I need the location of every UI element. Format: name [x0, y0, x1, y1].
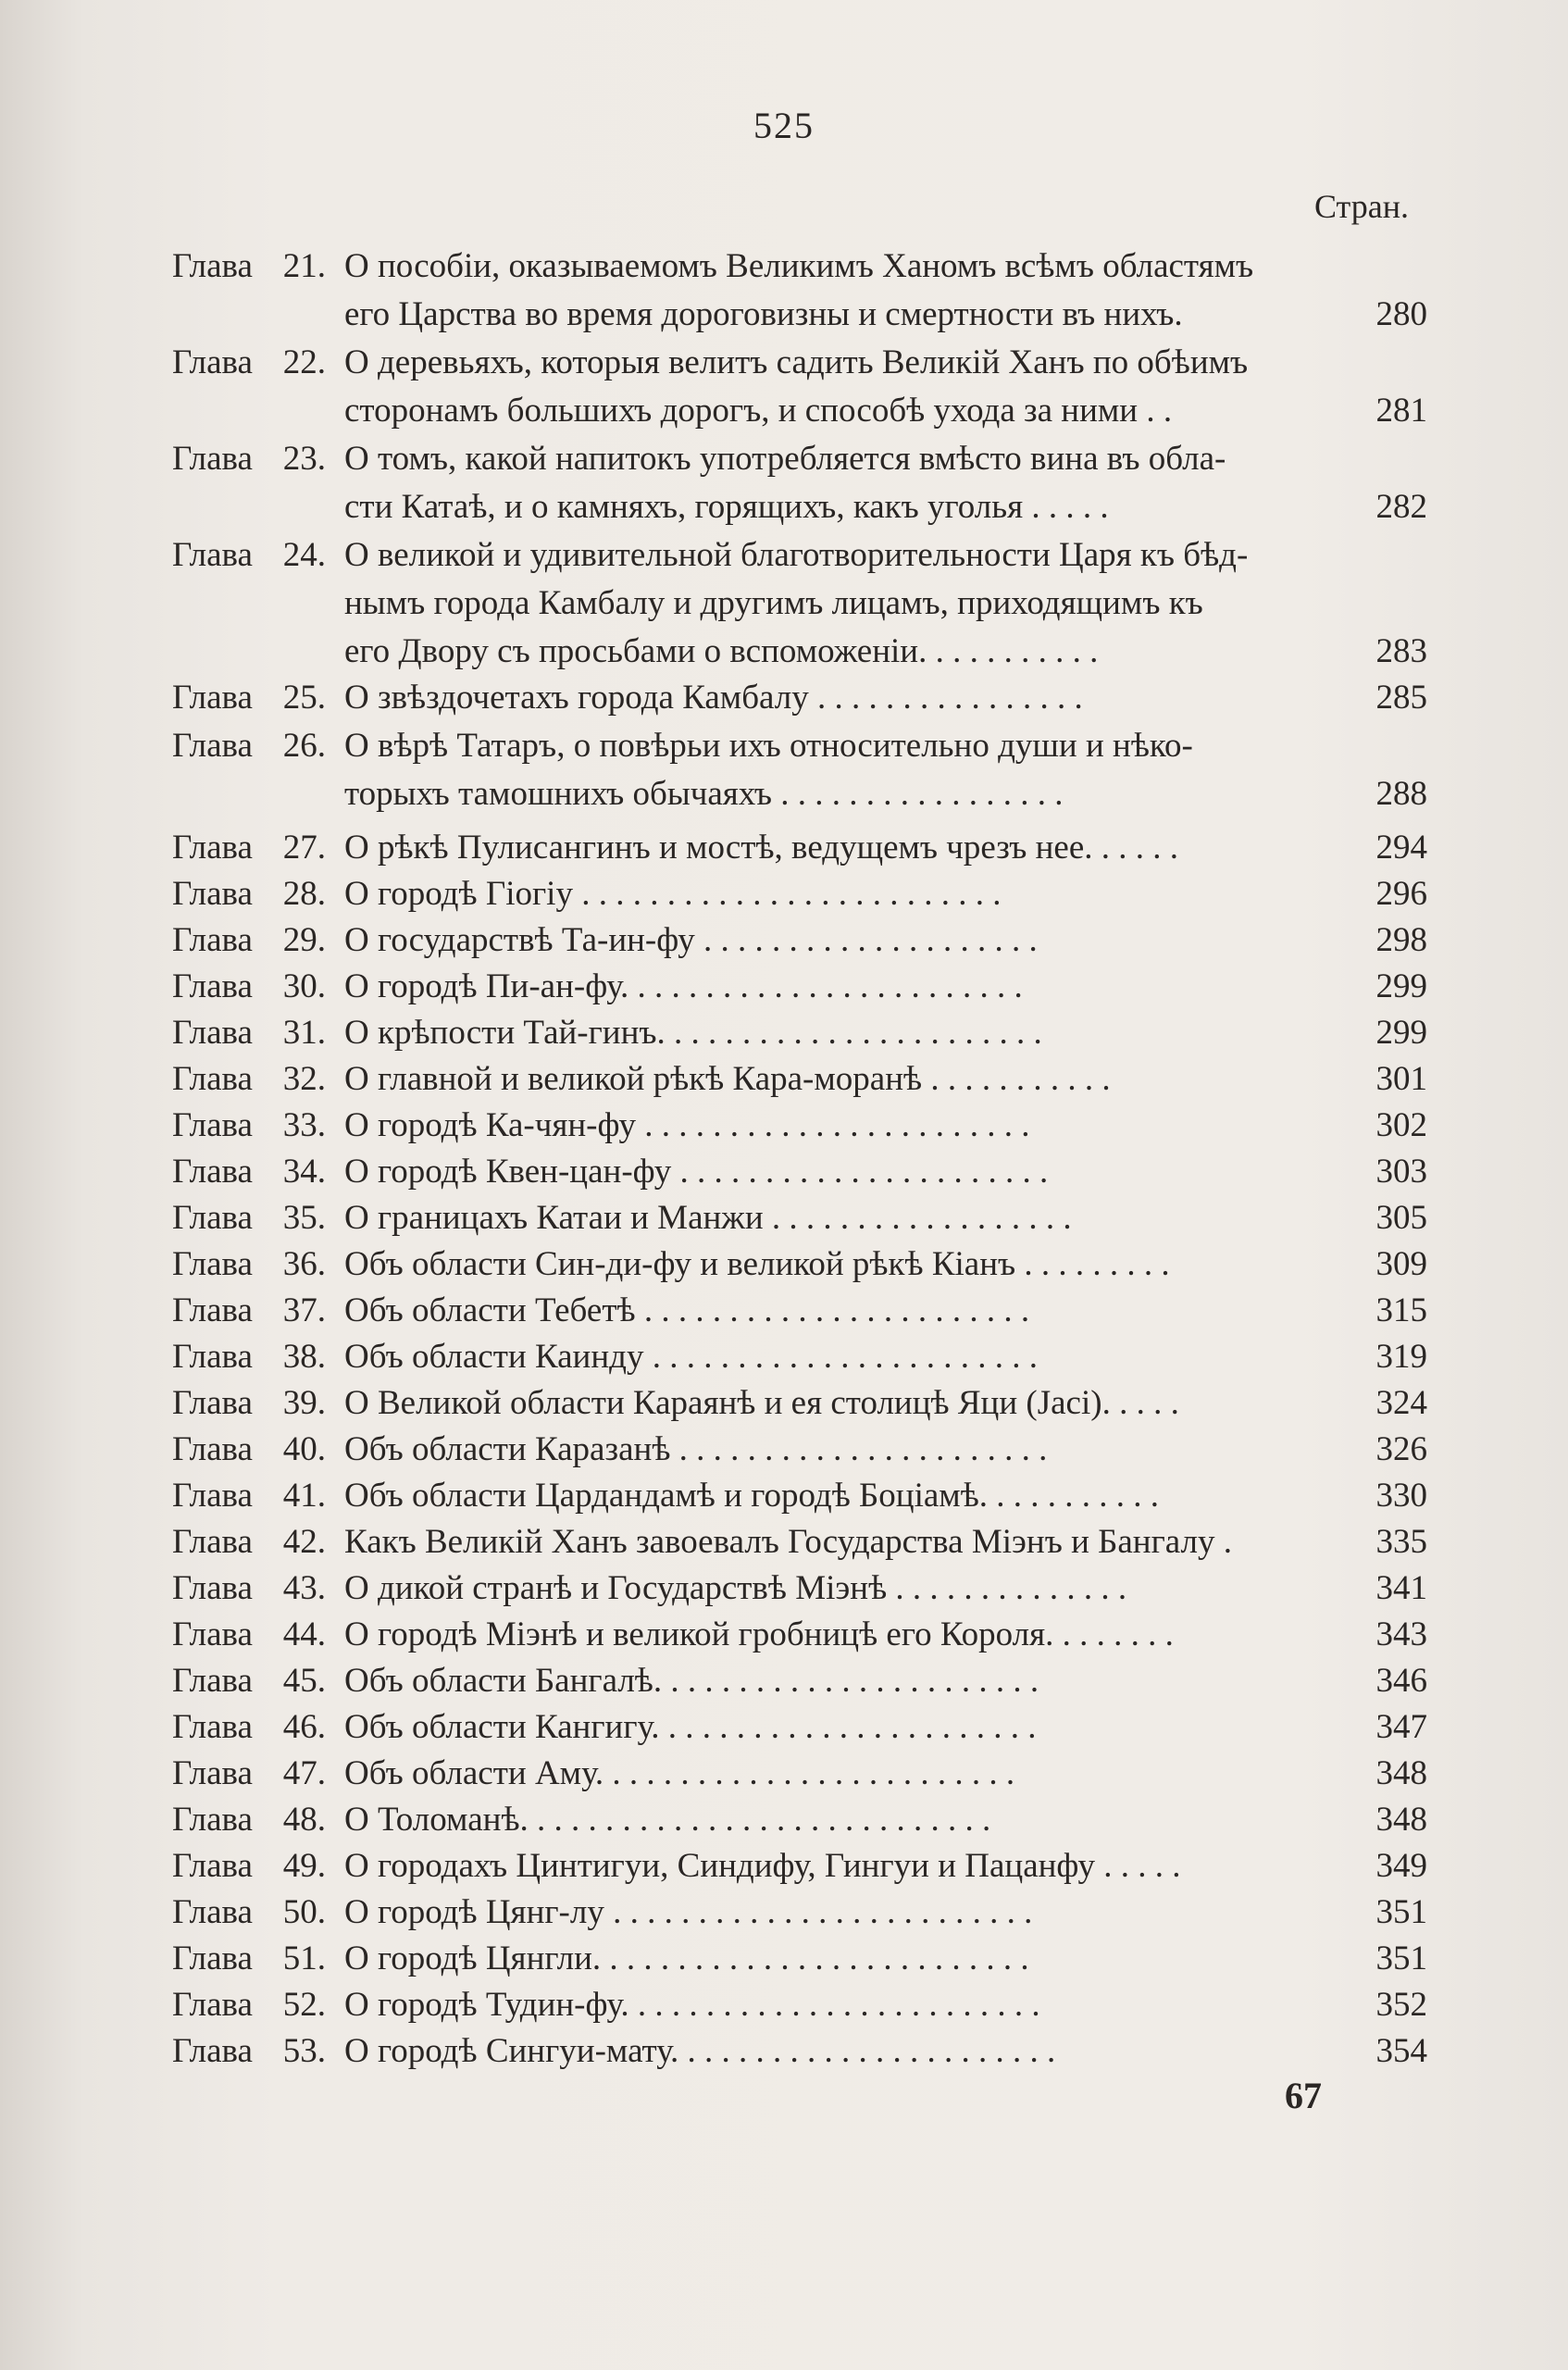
- chapter-title-line: О томъ, какой напитокъ употребляется вмѣсто вина въ обла-: [344, 440, 1226, 478]
- chapter-title-line: О великой и удивительной благотворительности Царя къ бѣд-: [344, 536, 1249, 574]
- chapter-label: Глава: [172, 1338, 253, 1376]
- chapter-number: 44.: [282, 1615, 326, 1653]
- chapter-title: [344, 1611, 1353, 1659]
- chapter-title-line: Объ области Бангалѣ. . . . . . . . . . . . . . . . . . . . . . .: [344, 1662, 1039, 1700]
- chapter-title-line: О городѣ Квен-цан-фу . . . . . . . . . . . . . . . . . . . . . .: [344, 1153, 1049, 1191]
- chapter-title: [344, 1055, 1353, 1104]
- chapter-title: [344, 1842, 1353, 1890]
- chapter-title-line: О вѣрѣ Татаръ, о повѣрьи ихъ относительно души и нѣко-: [344, 727, 1193, 765]
- chapter-number: 37.: [282, 1291, 326, 1329]
- chapter-title: [344, 1148, 1353, 1196]
- chapter-title: [344, 1518, 1353, 1566]
- chapter-label: Глава: [172, 1245, 253, 1283]
- chapter-title-line: О городѣ Гіогіу . . . . . . . . . . . . . . . . . . . . . . . . .: [344, 875, 1002, 913]
- chapter-number: 42.: [282, 1523, 326, 1561]
- page-number: 525: [753, 105, 815, 146]
- chapter-number: 32.: [282, 1060, 326, 1098]
- chapter-label: Глава: [172, 536, 253, 574]
- chapter-label: Глава: [172, 1199, 253, 1237]
- printer-signature-mark: 67: [1285, 2075, 1322, 2116]
- chapter-title-line: Объ области Кангигу. . . . . . . . . . . . . . . . . . . . . . .: [344, 1708, 1037, 1746]
- page-reference: 285: [1375, 679, 1427, 717]
- chapter-title-line: Объ области Цардандамѣ и городѣ Боціамѣ. . . . . . . . . . .: [344, 1477, 1160, 1515]
- chapter-number: 23.: [282, 440, 326, 478]
- chapter-label: Глава: [172, 247, 253, 285]
- page-reference: 330: [1375, 1477, 1427, 1515]
- page-reference: 343: [1375, 1615, 1427, 1653]
- chapter-title: [344, 870, 1353, 918]
- chapter-number: 27.: [282, 829, 326, 867]
- chapter-number: 28.: [282, 875, 326, 913]
- chapter-number: 52.: [282, 1986, 326, 2024]
- chapter-title: [344, 1287, 1353, 1335]
- chapter-title-line: О городѣ Тудин-фу. . . . . . . . . . . . . . . . . . . . . . . . .: [344, 1986, 1040, 2024]
- chapter-label: Глава: [172, 1847, 253, 1885]
- chapter-title-line: О Великой области Караянѣ и ея столицѣ Яци (Jaci). . . . .: [344, 1384, 1179, 1422]
- chapter-title: [344, 1750, 1353, 1798]
- chapter-title-line: О деревьяхъ, которыя велитъ садить Великій Ханъ по обѣимъ: [344, 343, 1249, 381]
- chapter-number: 50.: [282, 1893, 326, 1931]
- chapter-title-line: О рѣкѣ Пулисангинъ и мостѣ, ведущемъ чрезъ нее. . . . . .: [344, 829, 1179, 867]
- chapter-label: Глава: [172, 343, 253, 381]
- chapter-label: Глава: [172, 1384, 253, 1422]
- page-reference: 315: [1375, 1291, 1427, 1329]
- chapter-label: Глава: [172, 1662, 253, 1700]
- chapter-label: Глава: [172, 1615, 253, 1653]
- page-reference: 347: [1375, 1708, 1427, 1746]
- chapter-number: 49.: [282, 1847, 326, 1885]
- chapter-title-line: О Толоманѣ. . . . . . . . . . . . . . . . . . . . . . . . . . . .: [344, 1801, 991, 1839]
- chapter-title-line: сти Катаѣ, и о камняхъ, горящихъ, какъ уголья . . . . .: [344, 488, 1109, 526]
- chapter-title-line: Объ области Аму. . . . . . . . . . . . . . . . . . . . . . . . .: [344, 1754, 1015, 1792]
- chapter-title-line: торыхъ тамошнихъ обычаяхъ . . . . . . . . . . . . . . . . .: [344, 775, 1064, 813]
- chapter-title-line: его Двору съ просьбами о вспоможеніи. . . . . . . . . . .: [344, 632, 1099, 670]
- page-reference: 349: [1375, 1847, 1427, 1885]
- page-reference: 354: [1375, 2032, 1427, 2070]
- chapter-title-line: его Царства во время дороговизны и смертности въ нихъ.: [344, 295, 1183, 333]
- chapter-number: 45.: [282, 1662, 326, 1700]
- chapter-title: [344, 963, 1353, 1011]
- chapter-label: Глава: [172, 829, 253, 867]
- chapter-title-line: О пособіи, оказываемомъ Великимъ Ханомъ всѣмъ областямъ: [344, 247, 1254, 285]
- chapter-label: Глава: [172, 1106, 253, 1144]
- page-reference: 280: [1375, 295, 1427, 333]
- page-reference: 351: [1375, 1893, 1427, 1931]
- page-reference: 341: [1375, 1569, 1427, 1607]
- chapter-label: Глава: [172, 440, 253, 478]
- chapter-number: 40.: [282, 1430, 326, 1468]
- chapter-number: 30.: [282, 967, 326, 1005]
- chapter-title: [344, 1194, 1353, 1242]
- chapter-number: 51.: [282, 1940, 326, 1977]
- page-reference: 282: [1375, 488, 1427, 526]
- page-reference: 319: [1375, 1338, 1427, 1376]
- chapter-title-line: О городѣ Ка-чян-фу . . . . . . . . . . . . . . . . . . . . . . .: [344, 1106, 1030, 1144]
- chapter-label: Глава: [172, 1060, 253, 1098]
- chapter-title-line: О городѣ Пи-ан-фу. . . . . . . . . . . . . . . . . . . . . . . .: [344, 967, 1023, 1005]
- chapter-title-line: О городѣ Цянгли. . . . . . . . . . . . . . . . . . . . . . . . . .: [344, 1940, 1029, 1977]
- chapter-number: 39.: [282, 1384, 326, 1422]
- chapter-label: Глава: [172, 1153, 253, 1191]
- chapter-number: 36.: [282, 1245, 326, 1283]
- chapter-title: [344, 531, 1353, 676]
- chapter-number: 26.: [282, 727, 326, 765]
- page-reference: 301: [1375, 1060, 1427, 1098]
- chapter-title-line: нымъ города Камбалу и другимъ лицамъ, приходящимъ къ: [344, 584, 1203, 622]
- page-reference: 283: [1375, 632, 1427, 670]
- chapter-label: Глава: [172, 921, 253, 959]
- chapter-title-line: сторонамъ большихъ дорогъ, и способѣ ухода за ними . .: [344, 392, 1173, 430]
- chapter-label: Глава: [172, 727, 253, 765]
- chapter-title-line: Объ области Тебетѣ . . . . . . . . . . . . . . . . . . . . . . .: [344, 1291, 1030, 1329]
- chapter-title: [344, 1565, 1353, 1613]
- chapter-label: Глава: [172, 1801, 253, 1839]
- page-reference: 288: [1375, 775, 1427, 813]
- chapter-title: [344, 243, 1353, 339]
- chapter-label: Глава: [172, 967, 253, 1005]
- chapter-label: Глава: [172, 875, 253, 913]
- chapter-number: 47.: [282, 1754, 326, 1792]
- chapter-number: 29.: [282, 921, 326, 959]
- chapter-title-line: О дикой странѣ и Государствѣ Міэнѣ . . . . . . . . . . . . . .: [344, 1569, 1127, 1607]
- chapter-label: Глава: [172, 1893, 253, 1931]
- chapter-number: 34.: [282, 1153, 326, 1191]
- page-reference: 296: [1375, 875, 1427, 913]
- page-reference: 324: [1375, 1384, 1427, 1422]
- chapter-label: Глава: [172, 1754, 253, 1792]
- chapter-label: Глава: [172, 2032, 253, 2070]
- chapter-title: [344, 1981, 1353, 2029]
- chapter-title-line: О главной и великой рѣкѣ Кара-моранѣ . . . . . . . . . . .: [344, 1060, 1111, 1098]
- chapter-title: [344, 824, 1353, 872]
- chapter-title-line: О границахъ Катаи и Манжи . . . . . . . . . . . . . . . . . .: [344, 1199, 1072, 1237]
- chapter-title-line: Объ области Каразанѣ . . . . . . . . . . . . . . . . . . . . . .: [344, 1430, 1048, 1468]
- chapter-number: 46.: [282, 1708, 326, 1746]
- chapter-number: 24.: [282, 536, 326, 574]
- chapter-title: [344, 1472, 1353, 1520]
- chapter-label: Глава: [172, 1291, 253, 1329]
- page-reference: 346: [1375, 1662, 1427, 1700]
- chapter-title-line: О городѣ Міэнѣ и великой гробницѣ его Короля. . . . . . . .: [344, 1615, 1174, 1653]
- page-reference: 298: [1375, 921, 1427, 959]
- page-reference: 348: [1375, 1754, 1427, 1792]
- page-reference: 281: [1375, 392, 1427, 430]
- chapter-number: 33.: [282, 1106, 326, 1144]
- chapter-number: 43.: [282, 1569, 326, 1607]
- chapter-number: 53.: [282, 2032, 326, 2070]
- chapter-title: [344, 1889, 1353, 1937]
- chapter-title: [344, 722, 1353, 818]
- chapter-title: [344, 1657, 1353, 1705]
- chapter-title: [344, 1241, 1353, 1289]
- chapter-title-line: Объ области Син-ди-фу и великой рѣкѣ Кіанъ . . . . . . . . .: [344, 1245, 1170, 1283]
- chapter-title-line: О городахъ Цинтигуи, Синдифу, Гингуи и Пацанфу . . . . .: [344, 1847, 1181, 1885]
- page-reference: 351: [1375, 1940, 1427, 1977]
- chapter-title: [344, 435, 1353, 531]
- chapter-title: [344, 1426, 1353, 1474]
- chapter-title: [344, 1009, 1353, 1057]
- chapter-title: [344, 1796, 1353, 1844]
- chapter-label: Глава: [172, 1477, 253, 1515]
- page-reference: 309: [1375, 1245, 1427, 1283]
- chapter-title: [344, 917, 1353, 965]
- chapter-title-line: О звѣздочетахъ города Камбалу . . . . . . . . . . . . . . . .: [344, 679, 1083, 717]
- chapter-title-line: Объ области Каинду . . . . . . . . . . . . . . . . . . . . . . .: [344, 1338, 1038, 1376]
- chapter-title-line: Какъ Великій Ханъ завоевалъ Государства Міэнъ и Бангалу .: [344, 1523, 1232, 1561]
- chapter-label: Глава: [172, 1569, 253, 1607]
- chapter-title-line: О городѣ Сингуи-мату. . . . . . . . . . . . . . . . . . . . . . .: [344, 2032, 1056, 2070]
- page-reference: 348: [1375, 1801, 1427, 1839]
- chapter-title: [344, 1935, 1353, 1983]
- chapter-title: [344, 1333, 1353, 1381]
- page-reference: 326: [1375, 1430, 1427, 1468]
- chapter-label: Глава: [172, 1430, 253, 1468]
- page-reference: 305: [1375, 1199, 1427, 1237]
- chapter-title-line: О крѣпости Тай-гинъ. . . . . . . . . . . . . . . . . . . . . . .: [344, 1014, 1042, 1052]
- chapter-title-line: О городѣ Цянг-лу . . . . . . . . . . . . . . . . . . . . . . . . .: [344, 1893, 1033, 1931]
- chapter-number: 35.: [282, 1199, 326, 1237]
- page-reference: 303: [1375, 1153, 1427, 1191]
- chapter-number: 22.: [282, 343, 326, 381]
- chapter-number: 31.: [282, 1014, 326, 1052]
- chapter-label: Глава: [172, 1986, 253, 2024]
- page-reference: 299: [1375, 967, 1427, 1005]
- chapter-number: 21.: [282, 247, 326, 285]
- chapter-label: Глава: [172, 1523, 253, 1561]
- chapter-title: [344, 674, 1353, 722]
- page-reference: 302: [1375, 1106, 1427, 1144]
- chapter-label: Глава: [172, 679, 253, 717]
- chapter-label: Глава: [172, 1940, 253, 1977]
- page-reference: 299: [1375, 1014, 1427, 1052]
- chapter-title: [344, 1379, 1353, 1428]
- chapter-number: 38.: [282, 1338, 326, 1376]
- page-reference: 294: [1375, 829, 1427, 867]
- chapter-label: Глава: [172, 1708, 253, 1746]
- chapter-number: 48.: [282, 1801, 326, 1839]
- chapter-label: Глава: [172, 1014, 253, 1052]
- chapter-title-line: О государствѣ Та-ин-фу . . . . . . . . . . . . . . . . . . . .: [344, 921, 1038, 959]
- chapter-number: 25.: [282, 679, 326, 717]
- page-column-heading: Стран.: [1314, 188, 1409, 225]
- page-reference: 352: [1375, 1986, 1427, 2024]
- chapter-number: 41.: [282, 1477, 326, 1515]
- chapter-title: [344, 1703, 1353, 1752]
- page-reference: 335: [1375, 1523, 1427, 1561]
- chapter-title: [344, 2027, 1353, 2076]
- chapter-title: [344, 1102, 1353, 1150]
- chapter-title: [344, 339, 1353, 435]
